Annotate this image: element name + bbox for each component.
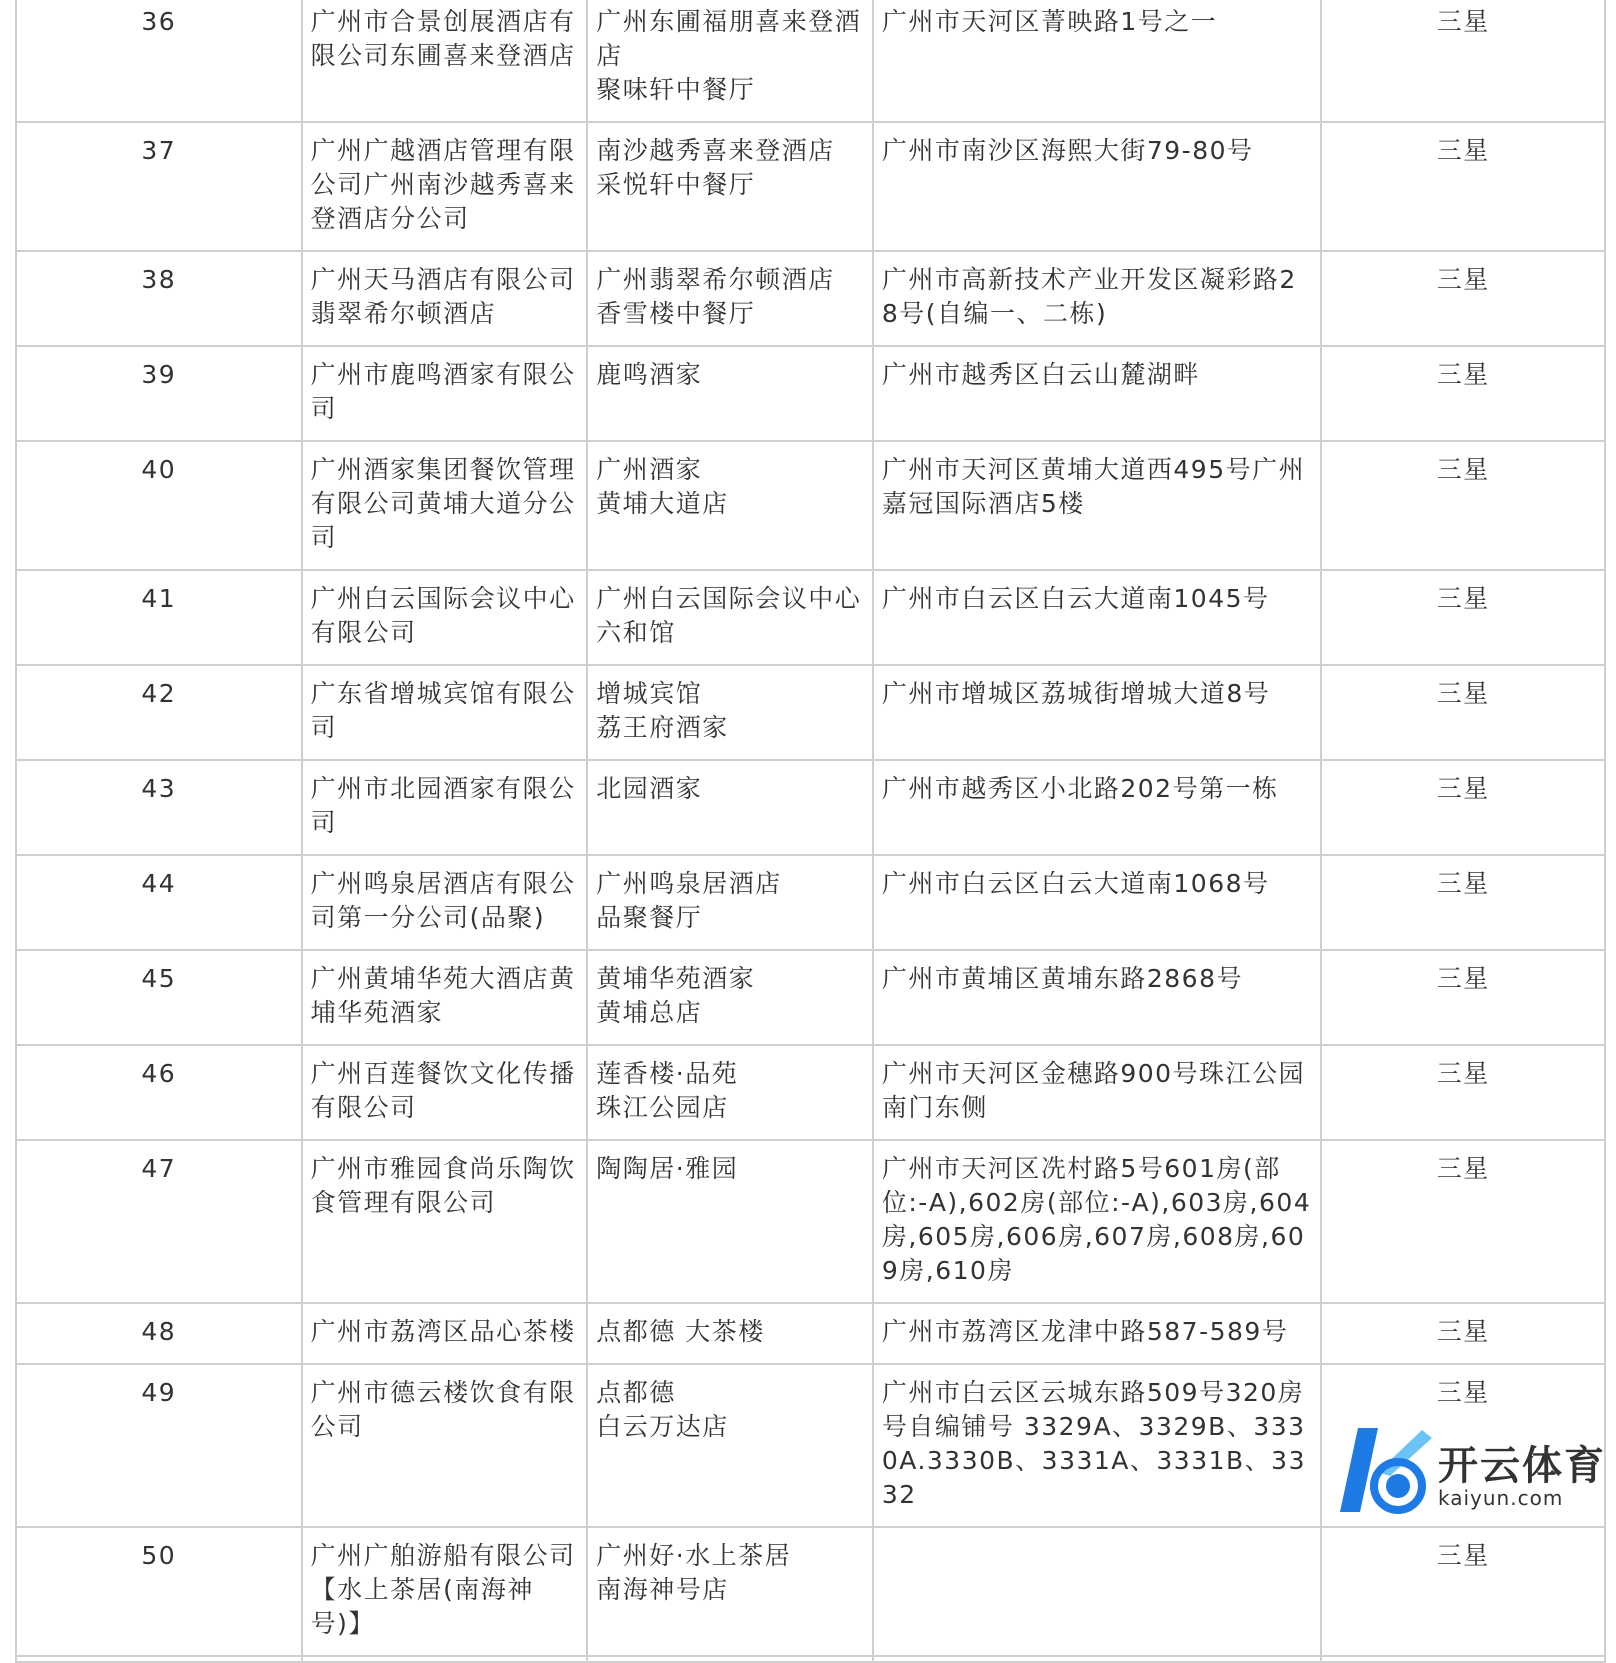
row-number: 50	[16, 1527, 302, 1656]
company-name: 广州鸣泉居酒店有限公司第一分公司(品聚)	[302, 855, 588, 950]
address: 广州市高新技术产业开发区凝彩路28号(自编一、二栋)	[873, 251, 1322, 346]
kaiyun-logo-icon	[1330, 1420, 1440, 1520]
company-name: 广州广舶游船有限公司【水上茶居(南海神号)】	[302, 1527, 588, 1656]
restaurant-name: 广州好·水上茶居 南海神号店	[587, 1527, 873, 1656]
table-row	[16, 855, 1605, 950]
row-number: 44	[16, 855, 302, 950]
rating: 三星	[1321, 855, 1605, 950]
table-row	[16, 0, 1605, 122]
table-row-partial	[16, 1656, 1605, 1662]
row-number: 48	[16, 1303, 302, 1364]
address: 广州市增城区荔城街增城大道8号	[873, 665, 1322, 760]
address	[873, 1527, 1322, 1656]
watermark	[1330, 1416, 1610, 1524]
restaurant-name: 广州东圃福朋喜来登酒店 聚味轩中餐厅	[587, 0, 873, 122]
company-name: 广州市北园酒家有限公司	[302, 760, 588, 855]
restaurant-name: 黄埔华苑酒家 黄埔总店	[587, 950, 873, 1045]
row-number: 42	[16, 665, 302, 760]
rating: 三星	[1321, 950, 1605, 1045]
row-number: 49	[16, 1364, 302, 1527]
row-number: 43	[16, 760, 302, 855]
table-body	[16, 0, 1605, 1662]
company-name: 广州天马酒店有限公司翡翠希尔顿酒店	[302, 251, 588, 346]
company-name: 广州市德云楼饮食有限公司	[302, 1364, 588, 1527]
table-row	[16, 760, 1605, 855]
company-name: 广州百莲餐饮文化传播有限公司	[302, 1045, 588, 1140]
row-number: 37	[16, 122, 302, 251]
restaurant-rating-table	[15, 0, 1606, 1663]
row-number: 39	[16, 346, 302, 441]
company-name: 广州市合景创展酒店有限公司东圃喜来登酒店	[302, 0, 588, 122]
rating: 三星	[1321, 1303, 1605, 1364]
company-name: 广州黄埔华苑大酒店黄埔华苑酒家	[302, 950, 588, 1045]
rating: 三星	[1321, 122, 1605, 251]
restaurant-name: 广州翡翠希尔顿酒店 香雪楼中餐厅	[587, 251, 873, 346]
company-name: 广州酒家集团餐饮管理有限公司黄埔大道分公司	[302, 441, 588, 570]
address: 广州市天河区冼村路5号601房(部位:-A),602房(部位:-A),603房,604房,605房,606房,607房,608房,609房,610房	[873, 1140, 1322, 1303]
company-name: 广州白云国际会议中心有限公司	[302, 570, 588, 665]
restaurant-name: 莲香楼·品苑 珠江公园店	[587, 1045, 873, 1140]
restaurant-name: 增城宾馆 荔王府酒家	[587, 665, 873, 760]
row-number: 41	[16, 570, 302, 665]
row-number: 45	[16, 950, 302, 1045]
company-name: 广州市雅园食尚乐陶饮食管理有限公司	[302, 1140, 588, 1303]
restaurant-name: 陶陶居·雅园	[587, 1140, 873, 1303]
table-row	[16, 665, 1605, 760]
company-name: 广州市荔湾区品心茶楼	[302, 1303, 588, 1364]
row-number: 40	[16, 441, 302, 570]
address: 广州市越秀区小北路202号第一栋	[873, 760, 1322, 855]
table-row	[16, 1045, 1605, 1140]
row-number: 36	[16, 0, 302, 122]
rating: 三星	[1321, 0, 1605, 122]
address: 广州市白云区白云大道南1045号	[873, 570, 1322, 665]
table-row	[16, 570, 1605, 665]
rating: 三星	[1321, 1364, 1605, 1527]
address: 广州市天河区菁映路1号之一	[873, 0, 1322, 122]
rating: 三星	[1321, 346, 1605, 441]
rating: 三星	[1321, 570, 1605, 665]
restaurant-name: 点都德 白云万达店	[587, 1364, 873, 1527]
table-row	[16, 251, 1605, 346]
restaurant-name: 南沙越秀喜来登酒店 采悦轩中餐厅	[587, 122, 873, 251]
restaurant-name: 点都德 大茶楼	[587, 1303, 873, 1364]
rating: 三星	[1321, 441, 1605, 570]
restaurant-name: 北园酒家	[587, 760, 873, 855]
row-number: 46	[16, 1045, 302, 1140]
row-number: 47	[16, 1140, 302, 1303]
restaurant-name: 广州白云国际会议中心 六和馆	[587, 570, 873, 665]
table-row	[16, 1527, 1605, 1656]
table-row	[16, 950, 1605, 1045]
restaurant-name: 鹿鸣酒家	[587, 346, 873, 441]
rating: 三星	[1321, 1527, 1605, 1656]
restaurant-name: 广州鸣泉居酒店 品聚餐厅	[587, 855, 873, 950]
address: 广州市荔湾区龙津中路587-589号	[873, 1303, 1322, 1364]
table-row	[16, 1140, 1605, 1303]
table-row	[16, 441, 1605, 570]
row-number: 38	[16, 251, 302, 346]
table-row	[16, 346, 1605, 441]
watermark-brand: 开云体育	[1438, 1443, 1606, 1489]
restaurant-name: 广州酒家 黄埔大道店	[587, 441, 873, 570]
table-row	[16, 1303, 1605, 1364]
table-row	[16, 122, 1605, 251]
address: 广州市白云区云城东路509号320房号自编铺号 3329A、3329B、3330A.3330B、3331A、3331B、3332	[873, 1364, 1322, 1527]
watermark-domain: kaiyun.com	[1438, 1486, 1564, 1510]
rating: 三星	[1321, 665, 1605, 760]
rating: 三星	[1321, 1140, 1605, 1303]
address: 广州市天河区黄埔大道西495号广州嘉冠国际酒店5楼	[873, 441, 1322, 570]
address: 广州市天河区金穗路900号珠江公园南门东侧	[873, 1045, 1322, 1140]
rating: 三星	[1321, 251, 1605, 346]
company-name: 广州广越酒店管理有限公司广州南沙越秀喜来登酒店分公司	[302, 122, 588, 251]
rating: 三星	[1321, 1045, 1605, 1140]
company-name: 广东省增城宾馆有限公司	[302, 665, 588, 760]
rating: 三星	[1321, 760, 1605, 855]
address: 广州市黄埔区黄埔东路2868号	[873, 950, 1322, 1045]
address: 广州市越秀区白云山麓湖畔	[873, 346, 1322, 441]
address: 广州市南沙区海熙大街79-80号	[873, 122, 1322, 251]
address: 广州市白云区白云大道南1068号	[873, 855, 1322, 950]
company-name: 广州市鹿鸣酒家有限公司	[302, 346, 588, 441]
